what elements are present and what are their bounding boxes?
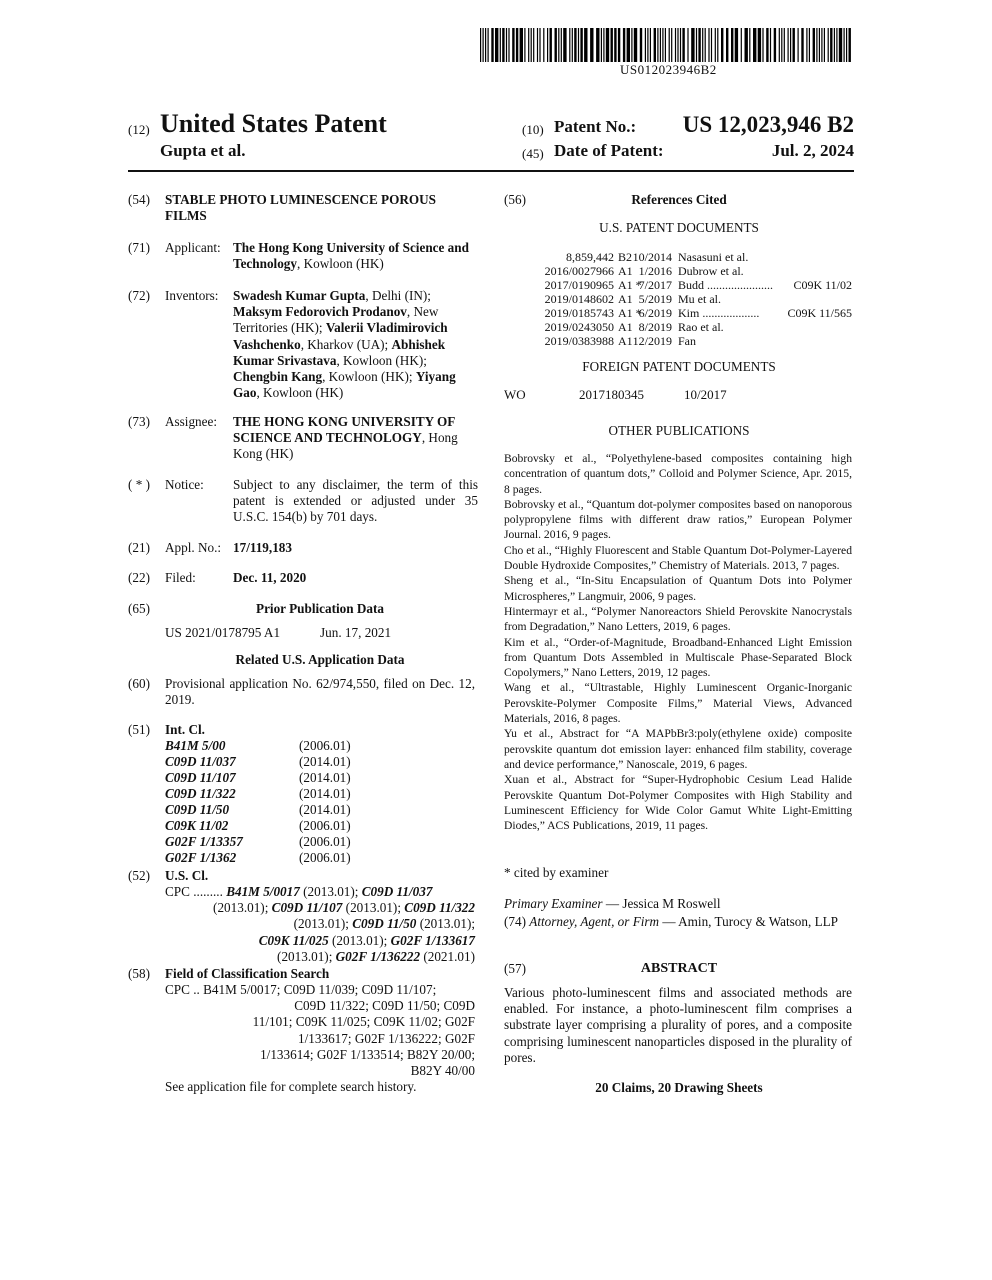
int-cl-row	[165, 786, 485, 802]
us-cl-label: U.S. Cl.	[165, 868, 209, 883]
attorney-label: Attorney, Agent, or Firm	[529, 914, 660, 929]
us-doc-kind: A1	[618, 334, 633, 348]
code-58: (58)	[128, 966, 150, 981]
int-cl-class: C09D 11/322	[165, 786, 236, 801]
abstract-heading: ABSTRACT	[640, 961, 718, 976]
assignee-label: Assignee:	[165, 414, 218, 429]
patent-no-label: Patent No.:	[554, 117, 637, 136]
us-doc-kind: A1	[618, 292, 633, 306]
us-doc-kind: A1	[618, 264, 633, 278]
publication-entry: Bobrovsky et al., “Polyethylene-based composites containing high concentration of quantum dots,” Colloid and Polymer Science, Apr. 2015, 8 pages.	[504, 452, 852, 496]
inventor-name: Yiyang Gao	[233, 369, 456, 401]
us-doc-name: Fan	[678, 334, 696, 348]
inventor-name: Chengbin Kang	[233, 369, 323, 385]
patent-no-code: (10)	[522, 122, 544, 137]
refs-heading: References Cited	[631, 192, 727, 207]
us-doc-date: 8/2019	[638, 320, 672, 334]
field-search-note: See application file for complete search history.	[165, 1079, 417, 1095]
cpc-class: G02F 1/133617	[390, 932, 475, 948]
inventor-location: , New Territories (HK);	[233, 304, 439, 336]
int-cl-label: Int. Cl.	[165, 722, 205, 737]
inventor-name: Swadesh Kumar Gupta	[233, 288, 366, 303]
notice-label: Notice:	[165, 477, 204, 492]
us-doc-name: Rao et al.	[678, 320, 724, 334]
code-56: (56)	[504, 192, 526, 207]
invention-title: STABLE PHOTO LUMINESCENCE POROUS FILMS	[165, 192, 437, 224]
us-doc-kind: A1	[618, 320, 633, 334]
us-doc-number: 8,859,442	[566, 250, 614, 264]
publication-entry: Sheng et al., “In-Situ Encapsulation of Quantum Dots into Polymer Microspheres,” Langmuir, 2006, 9 pages.	[504, 574, 852, 603]
code-21: (21)	[128, 540, 150, 555]
us-doc-name: Dubrow et al.	[678, 264, 744, 278]
examiner-label: Primary Examiner	[504, 896, 603, 911]
patent-date: Jul. 2, 2024	[771, 141, 854, 160]
notice-text: Subject to any disclaimer, the term of this patent is extended or adjusted under 35 U.S.C. 154(b) by 701 days.	[233, 477, 478, 525]
field-search-line: 1/133617; G02F 1/136222; G02F	[298, 1030, 475, 1046]
provisional-text: Provisional application No. 62/974,550, filed on Dec. 12, 2019.	[165, 676, 475, 708]
int-cl-version: (2014.01)	[299, 754, 351, 769]
us-doc-class: C09K 11/02	[793, 278, 852, 292]
us-doc-name: Kim ...................	[678, 306, 760, 320]
publication-entry: Wang et al., “Ultrastable, Highly Luminescent Organic-Inorganic Perovskite-Polymer Composite Films,” Material Views, Advanced Materials, 2016, 8 pages.	[504, 681, 852, 726]
code-51: (51)	[128, 722, 150, 737]
barcode-image	[480, 28, 854, 62]
inventor-location: , Delhi (IN);	[365, 288, 431, 303]
code-57: (57)	[504, 961, 526, 976]
int-cl-row	[165, 754, 485, 770]
int-cl-class: C09D 11/037	[165, 754, 236, 769]
us-doc-name: Budd ......................	[678, 278, 774, 292]
us-doc-row	[504, 263, 854, 277]
inventor-location: , Kowloon (HK);	[336, 352, 427, 368]
int-cl-version: (2006.01)	[299, 738, 351, 753]
cpc-version: (2013.01);	[303, 884, 359, 899]
code-71: (71)	[128, 240, 150, 255]
related-data-heading: Related U.S. Application Data	[235, 652, 405, 667]
cited-by-examiner-note: * cited by examiner	[504, 865, 609, 880]
cpc-prefix: CPC .........	[165, 884, 223, 899]
header-rule	[128, 170, 854, 172]
other-pubs-list	[504, 451, 852, 833]
inventors-label: Inventors:	[165, 288, 219, 303]
inventor-name: Maksym Fedorovich Prodanov	[233, 304, 407, 320]
right-column	[504, 192, 854, 1102]
claims-summary: 20 Claims, 20 Drawing Sheets	[595, 1080, 763, 1095]
int-cl-class: C09K 11/02	[165, 818, 229, 833]
field-search-line: C09D 11/322; C09D 11/50; C09D	[294, 998, 475, 1014]
appl-label: Appl. No.:	[165, 540, 222, 555]
us-doc-row	[504, 291, 854, 305]
us-doc-kind: A1 *	[618, 306, 642, 320]
foreign-doc-country: WO	[504, 387, 526, 402]
foreign-doc-date: 10/2017	[684, 387, 727, 402]
int-cl-version: (2014.01)	[299, 786, 351, 801]
abstract-text: Various photo-luminescent films and associated methods are enabled. For instance, a photo-luminescent film comprises a substrate layer comprising a plurality of pores, and a composite comprising luminescent nanoparticles disposed in the plurality of pores.	[504, 985, 852, 1065]
us-docs-heading: U.S. PATENT DOCUMENTS	[599, 220, 759, 235]
foreign-docs-heading: FOREIGN PATENT DOCUMENTS	[582, 359, 776, 374]
cpc-class: B41M 5/0017	[226, 884, 300, 899]
assignee-name: THE HONG KONG UNIVERSITY OF SCIENCE AND TECHNOLOGY	[233, 414, 455, 446]
field-search-line: 11/101; C09K 11/025; C09K 11/02; G02F	[252, 1014, 475, 1030]
us-doc-number: 2019/0383988	[544, 334, 614, 348]
publication-entry: Kim et al., “Order-of-Magnitude, Broadband-Enhanced Light Emission from Quantum Dots Assembled in Multiscale Phase-Separated Block Copolymers,” Nano Letters, 2019, 12 pages.	[504, 635, 852, 680]
int-cl-version: (2006.01)	[299, 850, 351, 865]
us-doc-date: 6/2019	[638, 306, 672, 320]
cpc-block	[165, 884, 475, 965]
us-doc-kind: A1 *	[618, 278, 642, 292]
code-65: (65)	[128, 601, 150, 616]
us-doc-row	[504, 249, 854, 263]
us-doc-number: 2019/0243050	[544, 320, 614, 334]
cpc-version: (2013.01);	[332, 932, 388, 948]
doc-type-code: (12)	[128, 122, 150, 137]
publication-entry: Bobrovsky et al., “Quantum dot-polymer composites based on nanoporous polypropylene films with different draw ratios,” European Polymer Journal. 2016, 9 pages.	[504, 497, 852, 542]
cpc-version: (2013.01);	[419, 916, 475, 932]
examiner-line	[504, 896, 854, 912]
int-cl-class: C09D 11/107	[165, 770, 236, 785]
int-cl-version: (2006.01)	[299, 818, 351, 833]
field-search-line: B82Y 40/00	[410, 1063, 475, 1079]
prior-pub-heading: Prior Publication Data	[256, 601, 384, 616]
cpc-class: C09D 11/50	[352, 916, 417, 932]
us-doc-class: C09K 11/565	[787, 306, 852, 320]
int-cl-row	[165, 802, 485, 818]
code-60: (60)	[128, 676, 150, 691]
code-72: (72)	[128, 288, 150, 303]
code-notice: ( * )	[128, 477, 150, 492]
cpc-version: (2013.01);	[277, 948, 333, 964]
us-doc-number: 2017/0190965	[544, 278, 614, 292]
cpc-version: (2013.01);	[213, 900, 269, 916]
int-cl-version: (2006.01)	[299, 834, 351, 849]
publication-entry: Xuan et al., Abstract for “Super-Hydrophobic Cesium Lead Halide Perovskite Quantum Dot-Polymer Composites with High Stability and Luminescent Efficiency for Wide Color Gamut White Light-Emitting Diodes,” ACS Publications, 2019, 11 pages.	[504, 773, 852, 833]
us-doc-kind: B2	[618, 250, 633, 264]
other-pubs-heading: OTHER PUBLICATIONS	[608, 423, 750, 438]
foreign-doc-row	[504, 387, 854, 401]
int-cl-row	[165, 770, 485, 786]
us-doc-row	[504, 333, 854, 347]
cpc-class: C09D 11/037	[361, 884, 433, 899]
applicant-label: Applicant:	[165, 240, 221, 255]
us-doc-date: 10/2014	[632, 250, 672, 264]
patent-number: US 12,023,946 B2	[682, 112, 854, 137]
appl-number: 17/119,183	[233, 540, 292, 555]
left-column	[128, 192, 478, 1102]
us-doc-date: 12/2019	[632, 334, 672, 348]
us-doc-number: 2016/0027966	[544, 264, 614, 278]
inventor-name: Valerii Vladimirovich Vashchenko	[233, 320, 448, 352]
attorney-line	[504, 914, 854, 930]
us-doc-date: 7/2017	[638, 278, 672, 292]
prior-pub-date: Jun. 17, 2021	[320, 625, 392, 640]
int-cl-class: G02F 1/1362	[165, 850, 237, 865]
cpc-class: C09K 11/025	[258, 932, 329, 948]
inventor-location: , Kowloon (HK);	[322, 369, 413, 385]
int-cl-class: G02F 1/13357	[165, 834, 243, 849]
int-cl-version: (2014.01)	[299, 770, 351, 785]
inventors-list	[233, 288, 478, 401]
cpc-version: (2013.01);	[345, 900, 401, 916]
us-doc-number: 2019/0148602	[544, 292, 614, 306]
int-cl-row	[165, 834, 485, 850]
field-search-lines	[165, 982, 475, 1095]
barcode-number: US012023946B2	[620, 62, 717, 77]
code-22: (22)	[128, 570, 150, 585]
cpc-class: C09D 11/107	[271, 900, 343, 916]
int-cl-row	[165, 738, 485, 754]
foreign-doc-number: 2017180345	[579, 387, 644, 402]
publication-entry: Cho et al., “Highly Fluorescent and Stable Quantum Dot-Polymer-Layered Double Hydroxide Composites,” Chemistry of Materials. 2013, 7 pages.	[504, 543, 852, 573]
code-74: (74)	[504, 914, 526, 929]
code-52: (52)	[128, 868, 150, 883]
us-doc-row	[504, 277, 854, 291]
inventor-name: Abhishek Kumar Srivastava	[233, 336, 446, 368]
applicant-location: , Kowloon (HK)	[297, 256, 384, 272]
cpc-class: G02F 1/136222	[335, 948, 421, 964]
filed-label: Filed:	[165, 570, 196, 585]
field-search-line: CPC .. B41M 5/0017; C09D 11/039; C09D 11/107;	[165, 982, 437, 997]
cpc-version: (2013.01);	[293, 916, 349, 932]
int-cl-class: B41M 5/00	[165, 738, 226, 753]
cpc-class: C09D 11/322	[404, 900, 475, 916]
publication-entry: Yu et al., Abstract for “A MAPbBr3:poly(ethylene oxide) composite perovskite quantum dot emission layer: enhanced film stability, coverage and device performance,” Nanoscale, 2019, 6 pages.	[504, 727, 852, 771]
int-cl-class: C09D 11/50	[165, 802, 230, 817]
assignee-location: , Hong Kong (HK)	[233, 430, 458, 462]
field-search-line: 1/133614; G02F 1/133514; B82Y 20/00;	[260, 1046, 475, 1062]
date-label: Date of Patent:	[554, 141, 664, 160]
inventor-location: , Kharkov (UA);	[300, 336, 389, 352]
cpc-version: (2021.01)	[423, 948, 475, 964]
code-73: (73)	[128, 414, 150, 429]
inventor-short: Gupta et al.	[160, 141, 246, 160]
date-code: (45)	[522, 146, 544, 161]
filed-date: Dec. 11, 2020	[233, 570, 307, 585]
int-cl-version: (2014.01)	[299, 802, 351, 817]
us-doc-name: Mu et al.	[678, 292, 721, 306]
publication-entry: Hintermayr et al., “Polymer Nanoreactors Shield Perovskite Nanocrystals from Degradation,” Nano Letters, 2019, 6 pages.	[504, 604, 852, 634]
us-doc-date: 5/2019	[638, 292, 672, 306]
int-cl-row	[165, 850, 485, 866]
us-doc-name: Nasasuni et al.	[678, 250, 749, 264]
int-cl-row	[165, 818, 485, 834]
us-doc-date: 1/2016	[638, 264, 672, 278]
us-doc-number: 2019/0185743	[544, 306, 614, 320]
examiner-name: — Jessica M Roswell	[602, 896, 721, 911]
us-doc-row	[504, 305, 854, 319]
prior-pub-number: US 2021/0178795 A1	[165, 625, 281, 640]
attorney-name: — Amin, Turocy & Watson, LLP	[659, 914, 839, 929]
inventor-location: , Kowloon (HK)	[256, 385, 344, 401]
doc-type-title: United States Patent	[160, 109, 387, 138]
field-search-label: Field of Classification Search	[165, 966, 330, 981]
code-54: (54)	[128, 192, 150, 207]
applicant-name: The Hong Kong University of Science and Technology	[233, 240, 469, 272]
us-doc-row	[504, 319, 854, 333]
